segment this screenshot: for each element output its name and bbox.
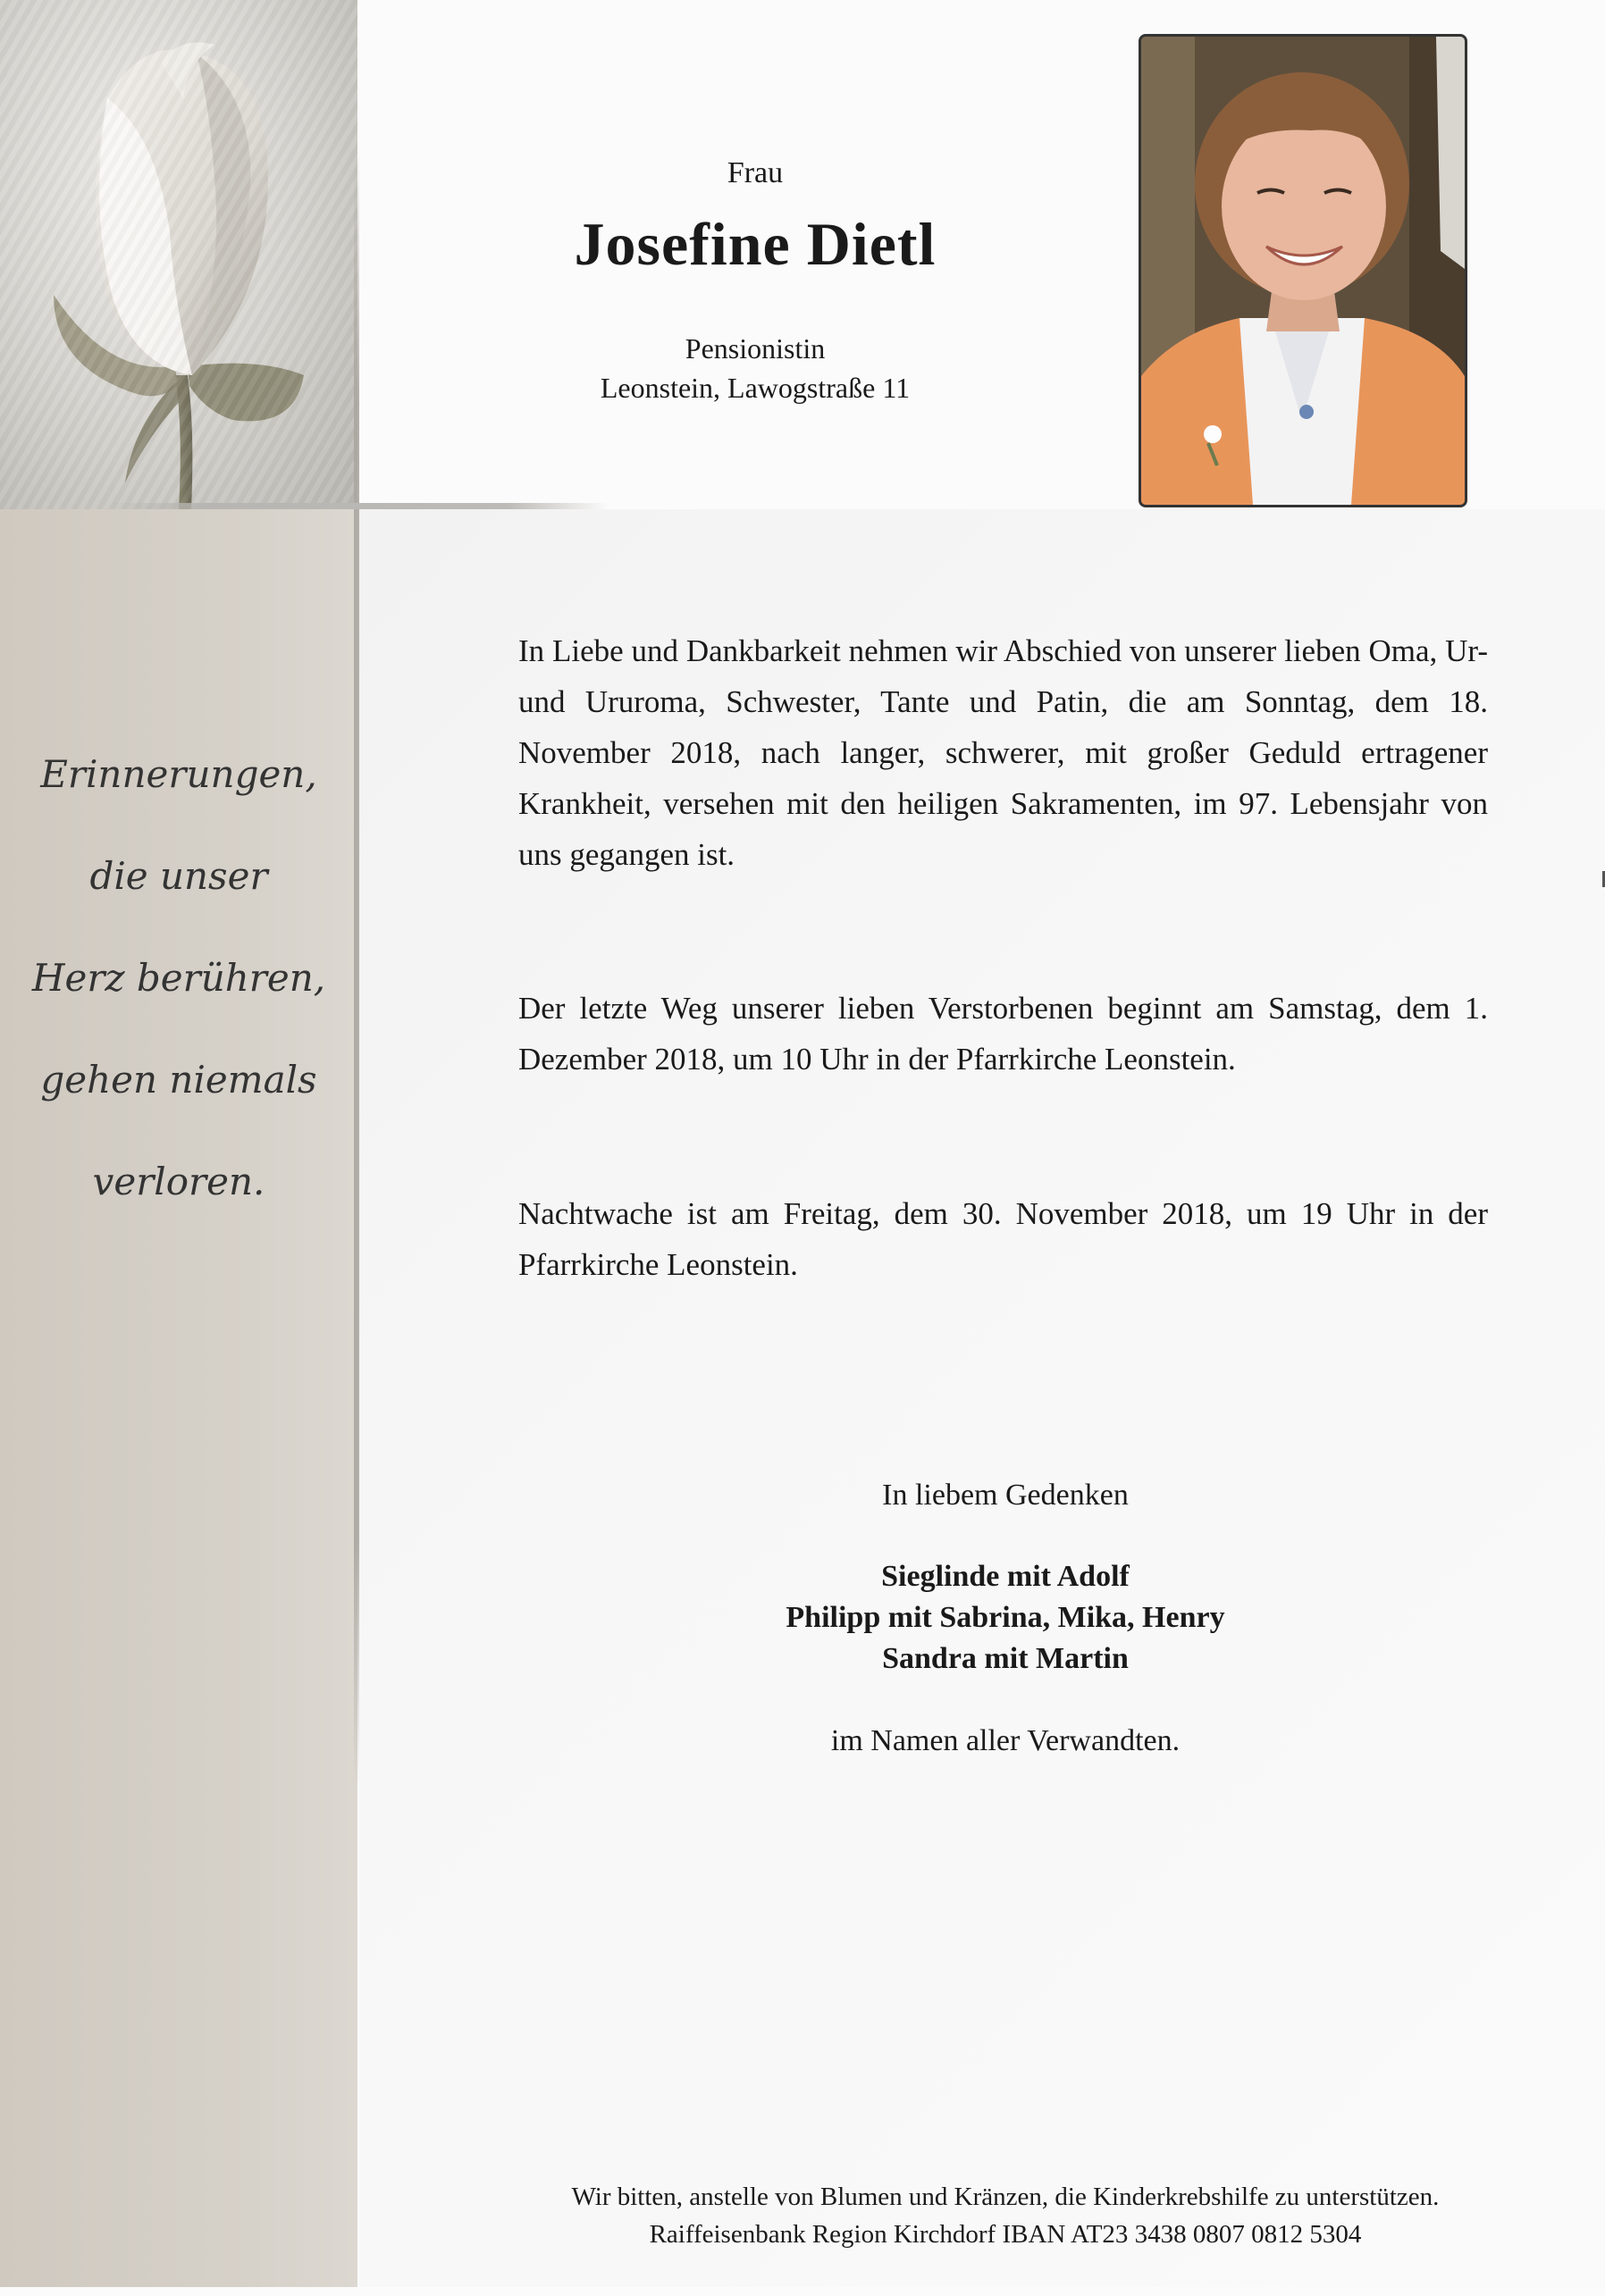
poem-line: verloren. — [92, 1160, 265, 1203]
deceased-name: Josefine Dietl — [574, 210, 937, 278]
cut-off-footer-line — [786, 2278, 1144, 2296]
remembrance-line: In liebem Gedenken — [882, 1479, 1129, 1512]
family-line: Sandra mit Martin — [882, 1642, 1129, 1675]
address: Leonstein, Lawogstraße 11 — [600, 372, 911, 404]
donation-request: Wir bitten, anstelle von Blumen und Kränzen, die Kinderkrebshilfe zu unterstützen. — [571, 2183, 1440, 2211]
cross-bar-decoration — [107, 503, 608, 509]
family-line: Sieglinde mit Adolf — [881, 1560, 1130, 1593]
bank-details: Raiffeisenbank Region Kirchdorf IBAN AT23 3438 0807 0812 5304 — [649, 2220, 1362, 2249]
white-rose-icon — [0, 0, 357, 509]
rose-image — [0, 0, 357, 509]
poem-line: Erinnerungen, — [40, 752, 317, 796]
relatives-line: im Namen aller Verwandten. — [830, 1724, 1181, 1757]
funeral-paragraph: Der letzte Weg unserer lieben Verstorbenen beginnt am Samstag, dem 1. Dezember 2018, um 10 Uhr in der Pfarrkirche Leonstein. — [518, 991, 1488, 1077]
family-line: Philipp mit Sabrina, Mika, Henry — [786, 1601, 1225, 1634]
salutation: Frau — [727, 156, 784, 189]
poem — [0, 724, 357, 1233]
vigil-paragraph: Nachtwache ist am Freitag, dem 30. November 2018, um 19 Uhr in der Pfarrkirche Leonstein. — [518, 1196, 1488, 1282]
portrait-icon — [1141, 37, 1465, 505]
announcement-paragraph: In Liebe und Dankbarkeit nehmen wir Abschied von unserer lieben Oma, Ur- und Ururoma, Schwester, Tante und Patin, die am Sonntag, dem 18. November 2018, nach langer, schwerer, mit großer Geduld ertragener Krankheit, versehen mit den heiligen Sakramenten, im 97. Lebensjahr von uns gegangen ist. — [518, 633, 1488, 872]
family-names — [643, 1556, 1367, 1680]
poem-line: Herz berühren, — [31, 956, 326, 1000]
occupation: Pensionistin — [685, 332, 826, 365]
poem-line: gehen niemals — [40, 1058, 317, 1102]
portrait-photo — [1139, 34, 1467, 507]
left-decorative-column — [0, 0, 357, 2287]
poem-line: die unser — [89, 854, 268, 898]
